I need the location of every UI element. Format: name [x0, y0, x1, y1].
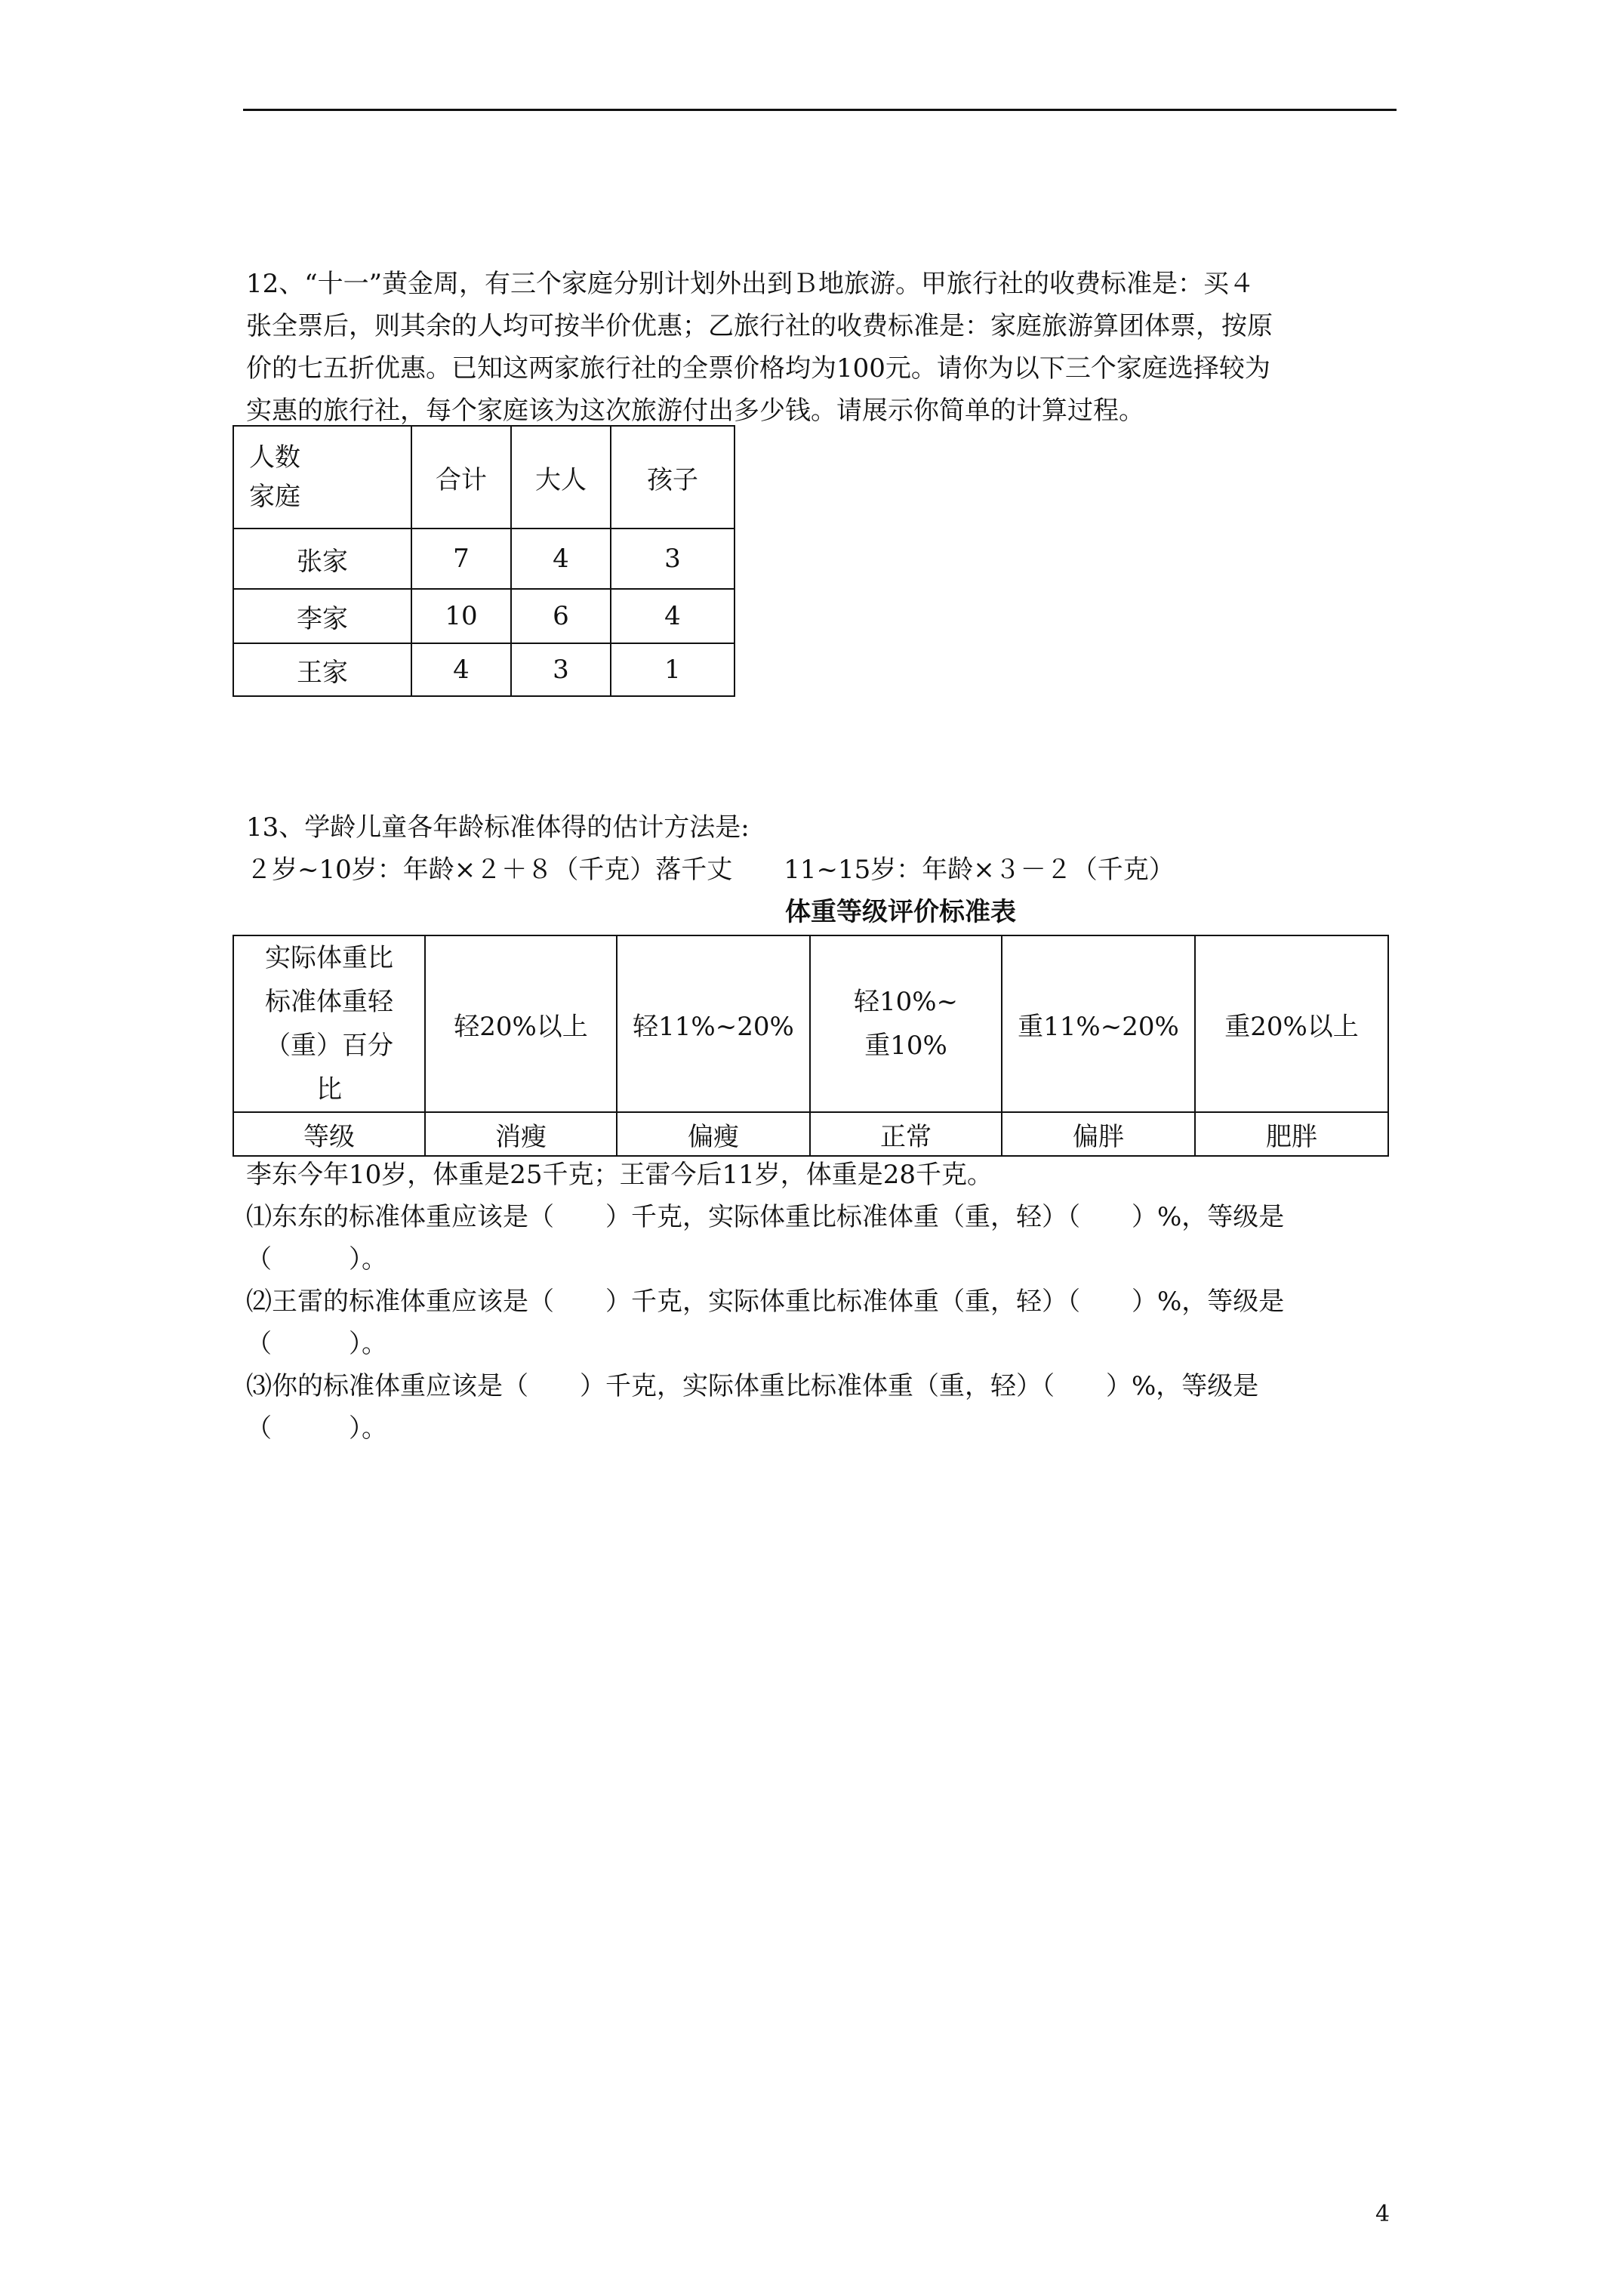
corner-bottom-label: 家庭 — [249, 482, 300, 512]
sub-line: ⑵王雷的标准体重应该是（ ）千克，实际体重比标准体重（重，轻）（ ）%，等级是 — [246, 1287, 1285, 1317]
row-header-line: 比 — [316, 1074, 342, 1105]
cell-total: 7 — [411, 529, 511, 589]
cell-children: 3 — [611, 529, 735, 589]
sub-line: （ ）。 — [246, 1329, 387, 1359]
question-13-subquestions — [246, 1154, 1284, 1450]
range-cell: 轻20%以上 — [425, 935, 617, 1112]
question-13-text — [246, 806, 1175, 891]
page-number: 4 — [1375, 2201, 1390, 2227]
weight-grade-table — [233, 935, 1389, 1157]
table-row — [233, 643, 735, 696]
grade-cell: 正常 — [810, 1112, 1002, 1156]
header-adults: 大人 — [511, 426, 611, 529]
range-cell: 重20%以上 — [1195, 935, 1388, 1112]
grade-cell: 肥胖 — [1195, 1112, 1388, 1156]
sub-line: 李东今年10岁，体重是25千克；王雷今后11岁，体重是28千克。 — [246, 1160, 993, 1190]
grade-cell: 偏胖 — [1002, 1112, 1195, 1156]
sub-line: ⑴东东的标准体重应该是（ ）千克，实际体重比标准体重（重，轻）（ ）%，等级是 — [246, 1202, 1285, 1232]
sub-line: ⑶你的标准体重应该是（ ）千克，实际体重比标准体重（重，轻）（ ）%，等级是 — [246, 1371, 1259, 1401]
row-header-line: （重）百分 — [265, 1031, 393, 1061]
sub-line: （ ）。 — [246, 1244, 387, 1274]
grade-cell: 消瘦 — [425, 1112, 617, 1156]
cell-adults: 4 — [511, 529, 611, 589]
cell-adults: 3 — [511, 643, 611, 696]
cell-total: 4 — [411, 643, 511, 696]
q12-line: 价的七五折优惠。已知这两家旅行社的全票价格均为100元。请你为以下三个家庭选择较为 — [246, 353, 1270, 384]
grade-cell: 偏瘦 — [617, 1112, 810, 1156]
cell-children: 1 — [611, 643, 735, 696]
corner-cell — [233, 426, 411, 529]
percent-row-header — [233, 935, 425, 1112]
header-children: 孩子 — [611, 426, 735, 529]
cell-total: 10 — [411, 589, 511, 643]
family-name: 王家 — [233, 643, 411, 696]
q12-line: 12、“十一”黄金周，有三个家庭分别计划外出到Ｂ地旅游。甲旅行社的收费标准是：买４ — [246, 269, 1255, 299]
table-row — [233, 589, 735, 643]
range-cell: 轻10%~重10% — [810, 935, 1002, 1112]
row-header-line: 标准体重轻 — [265, 987, 393, 1017]
header-total: 合计 — [411, 426, 511, 529]
family-name: 张家 — [233, 529, 411, 589]
corner-top-label: 人数 — [249, 442, 300, 473]
family-table — [233, 425, 735, 697]
grade-label: 等级 — [233, 1112, 425, 1156]
question-12-text — [246, 263, 1273, 432]
range-cell: 重11%~20% — [1002, 935, 1195, 1112]
cell-children: 4 — [611, 589, 735, 643]
q12-line: 实惠的旅行社，每个家庭该为这次旅游付出多少钱。请展示你简单的计算过程。 — [246, 396, 1144, 426]
cell-adults: 6 — [511, 589, 611, 643]
row-header-line: 实际体重比 — [265, 943, 393, 973]
q12-line: 张全票后，则其余的人均可按半价优惠；乙旅行社的收费标准是：家庭旅游算团体票，按原 — [246, 311, 1273, 341]
q13-line: 13、学龄儿童各年龄标准体得的估计方法是: — [246, 812, 750, 843]
range-cell: 轻11%~20% — [617, 935, 810, 1112]
weight-table-title: 体重等级评价标准表 — [785, 897, 1016, 927]
table-row — [233, 529, 735, 589]
q13-line: ２岁~10岁：年龄×２＋８（千克）落千丈 11~15岁：年龄×３－２（千克） — [246, 855, 1175, 885]
family-name: 李家 — [233, 589, 411, 643]
sub-line: （ ）。 — [246, 1413, 387, 1444]
header-rule — [243, 109, 1397, 111]
